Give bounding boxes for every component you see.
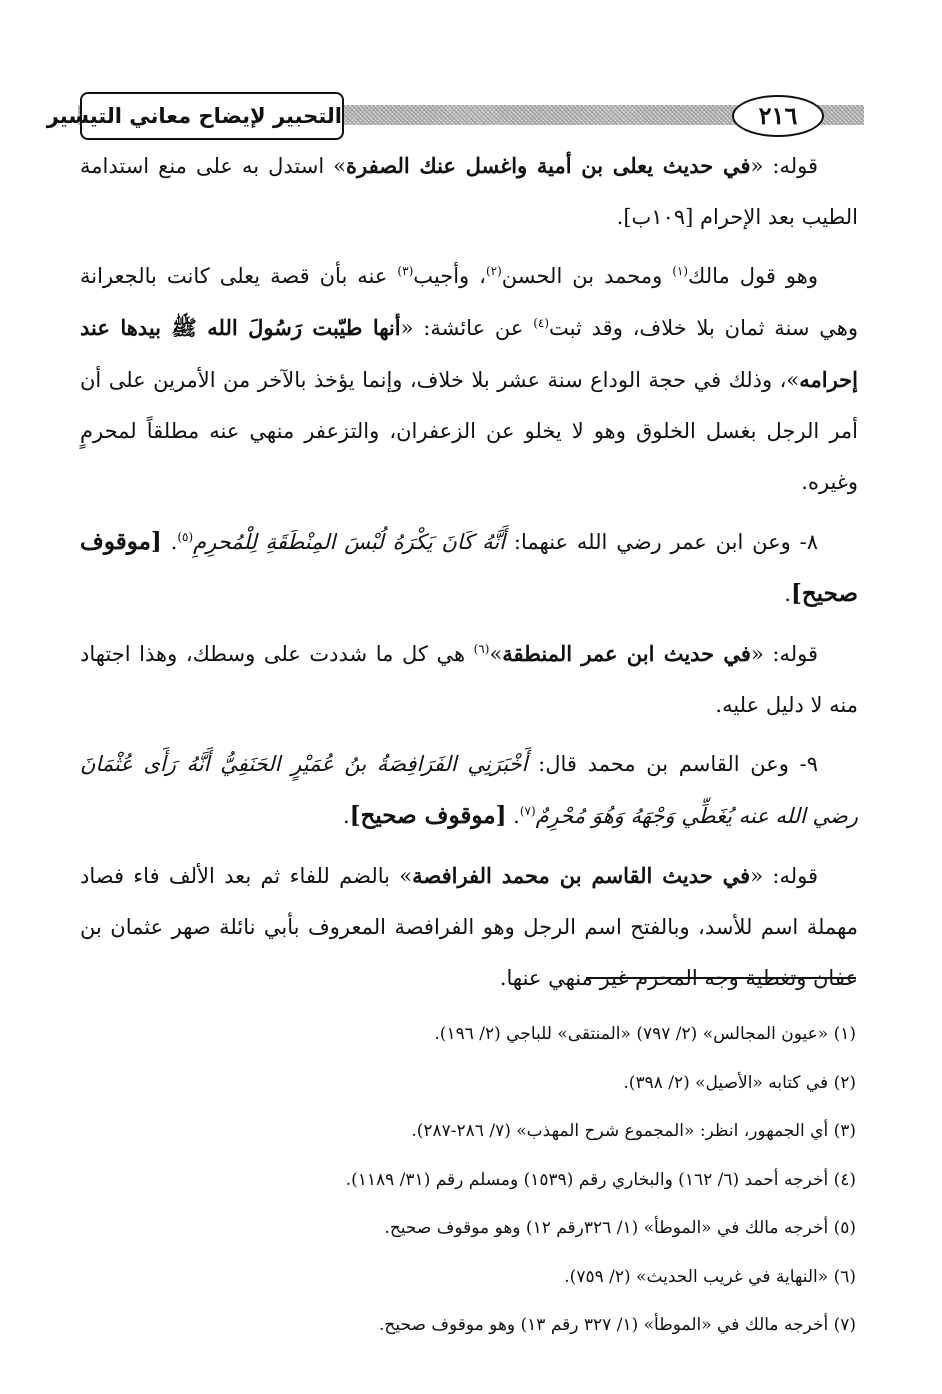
quoted-hadith-phrase: في حديث القاسم بن محمد الفرافصة <box>412 863 751 888</box>
text-run: . <box>506 804 520 828</box>
text-run: قوله: « <box>750 864 818 888</box>
text-run: عن عائشة: « <box>400 316 534 340</box>
footnote-4: (٤) أخرجه أحمد (٦/ ١٦٢) والبخاري رقم (١٥٣٩) ومسلم رقم (٣١/ ١١٨٩). <box>345 1169 856 1190</box>
text-run: هي كل ما شددت على وسطك، وهذا اجتهاد منه لا دليل عليه. <box>80 642 858 717</box>
footnote-5: (٥) أخرجه مالك في «الموطأ» (١/ ٣٢٦رقم ١٢) وهو موقوف صحيح. <box>384 1218 856 1238</box>
footnote-7: (٧) أخرجه مالك في «الموطأ» (١/ ٣٢٧ رقم ١٣) وهو موقوف صحيح. <box>379 1315 856 1335</box>
hadith-grade: [موقوف صحيح] <box>80 528 858 607</box>
paragraph-hadith-9 <box>80 739 858 842</box>
text-run: قوله: « <box>750 642 818 666</box>
footnote-3: (٣) أي الجمهور، انظر: «المجموع شرح المهذب» (٧/ ٢٨٦-٢٨٧). <box>411 1121 856 1141</box>
text-run: » بالضم للفاء ثم بعد الألف فاء فصاد مهملة اسم للأسد، وبالفتح اسم الرجل وهو الفرافصة المعروف بأبي نائلة صهر عثمان بن عفان وتغطية وجه المحرم غير منهي عنها. <box>80 864 858 990</box>
book-title: التحبير لإيضاح معاني التيسير <box>80 92 344 140</box>
paragraph-1 <box>80 140 858 243</box>
quoted-hadith-phrase: في حديث ابن عمر المنطقة <box>502 641 751 666</box>
footnote-2: (٢) في كتابه «الأصيل» (٢/ ٣٩٨). <box>623 1072 856 1093</box>
footnote-ref: (٣) <box>397 264 414 278</box>
page-number: ٢١٦ <box>732 95 824 137</box>
footnote-ref: (٦) <box>473 642 490 656</box>
text-run: ٩- وعن القاسم بن محمد قال: <box>527 752 818 776</box>
footnote-1: (١) «عيون المجالس» (٢/ ٧٩٧) «المنتقى» للباجي (٢/ ١٩٦). <box>434 1024 856 1044</box>
text-run: . <box>784 582 791 606</box>
footnote-6: (٦) «النهاية في غريب الحديث» (٢/ ٧٥٩). <box>564 1266 856 1287</box>
footnote-ref: (٥) <box>177 530 194 544</box>
main-text <box>80 140 858 1012</box>
page-header <box>46 92 864 142</box>
text-run: »، وذلك في حجة الوداع سنة عشر بلا خلاف، وإنما يؤخذ بالآخر من الأمرين على أن أمر الرجل بغسل الخلوق وهو لا يخلو عن الزعفران، والتزعفر منهي عنه مطلقاً لمحرمٍ وغيره. <box>80 368 858 494</box>
quoted-hadith-phrase: أنها طيّبت رَسُولَ الله ﷺ بيدها عند إحرامه <box>80 315 858 392</box>
text-run: . <box>342 804 350 828</box>
paragraph-hadith-8 <box>80 516 858 620</box>
paragraph-6 <box>80 850 858 1004</box>
text-run: ، وأجيب <box>413 264 486 288</box>
text-run: » <box>489 642 503 666</box>
hadith-grade: [موقوف صحيح] <box>349 802 507 829</box>
quoted-hadith-phrase: في حديث يعلى بن أمية واغسل عنك الصفرة <box>346 153 751 178</box>
text-run: . <box>161 530 178 554</box>
hadith-text: أَنَّهُ كَانَ يَكْرَهُ لُبْسَ المِنْطَقَةِ لِلْمُحرِمِ <box>193 530 506 554</box>
text-run: عنه بأن قصة يعلى كانت بالجعرانة وهي سنة ثمان بلا خلاف، وقد ثبت <box>80 264 858 340</box>
footnote-separator <box>586 977 856 979</box>
text-run: ٨- وعن ابن عمر رضي الله عنهما: <box>505 530 818 554</box>
text-run: قوله: « <box>750 154 818 178</box>
paragraph-2 <box>80 251 858 508</box>
footnote-ref: (٧) <box>519 804 536 818</box>
footnote-ref: (٢) <box>485 264 502 278</box>
footnote-ref: (٤) <box>533 316 550 330</box>
footnotes <box>96 1010 856 1350</box>
text-run: وهو قول مالك <box>688 264 818 288</box>
paragraph-4 <box>80 628 858 731</box>
hadith-text: أَخْبَرَنِي الفَرَافِصَةُ بنُ عُمَيْرٍ الحَنَفِيُّ أَنَّهُ رَأَى عُثْمَانَ رضي الله عنه يُغَطِّي وَجْهَهُ وَهُوَ مُحْرِمٌ <box>80 752 858 828</box>
footnote-ref: (١) <box>672 264 689 278</box>
text-run: ومحمد بن الحسن <box>501 264 673 288</box>
text-run: » استدل به على منع استدامة الطيب بعد الإحرام [١٠٩ب]. <box>80 154 858 229</box>
